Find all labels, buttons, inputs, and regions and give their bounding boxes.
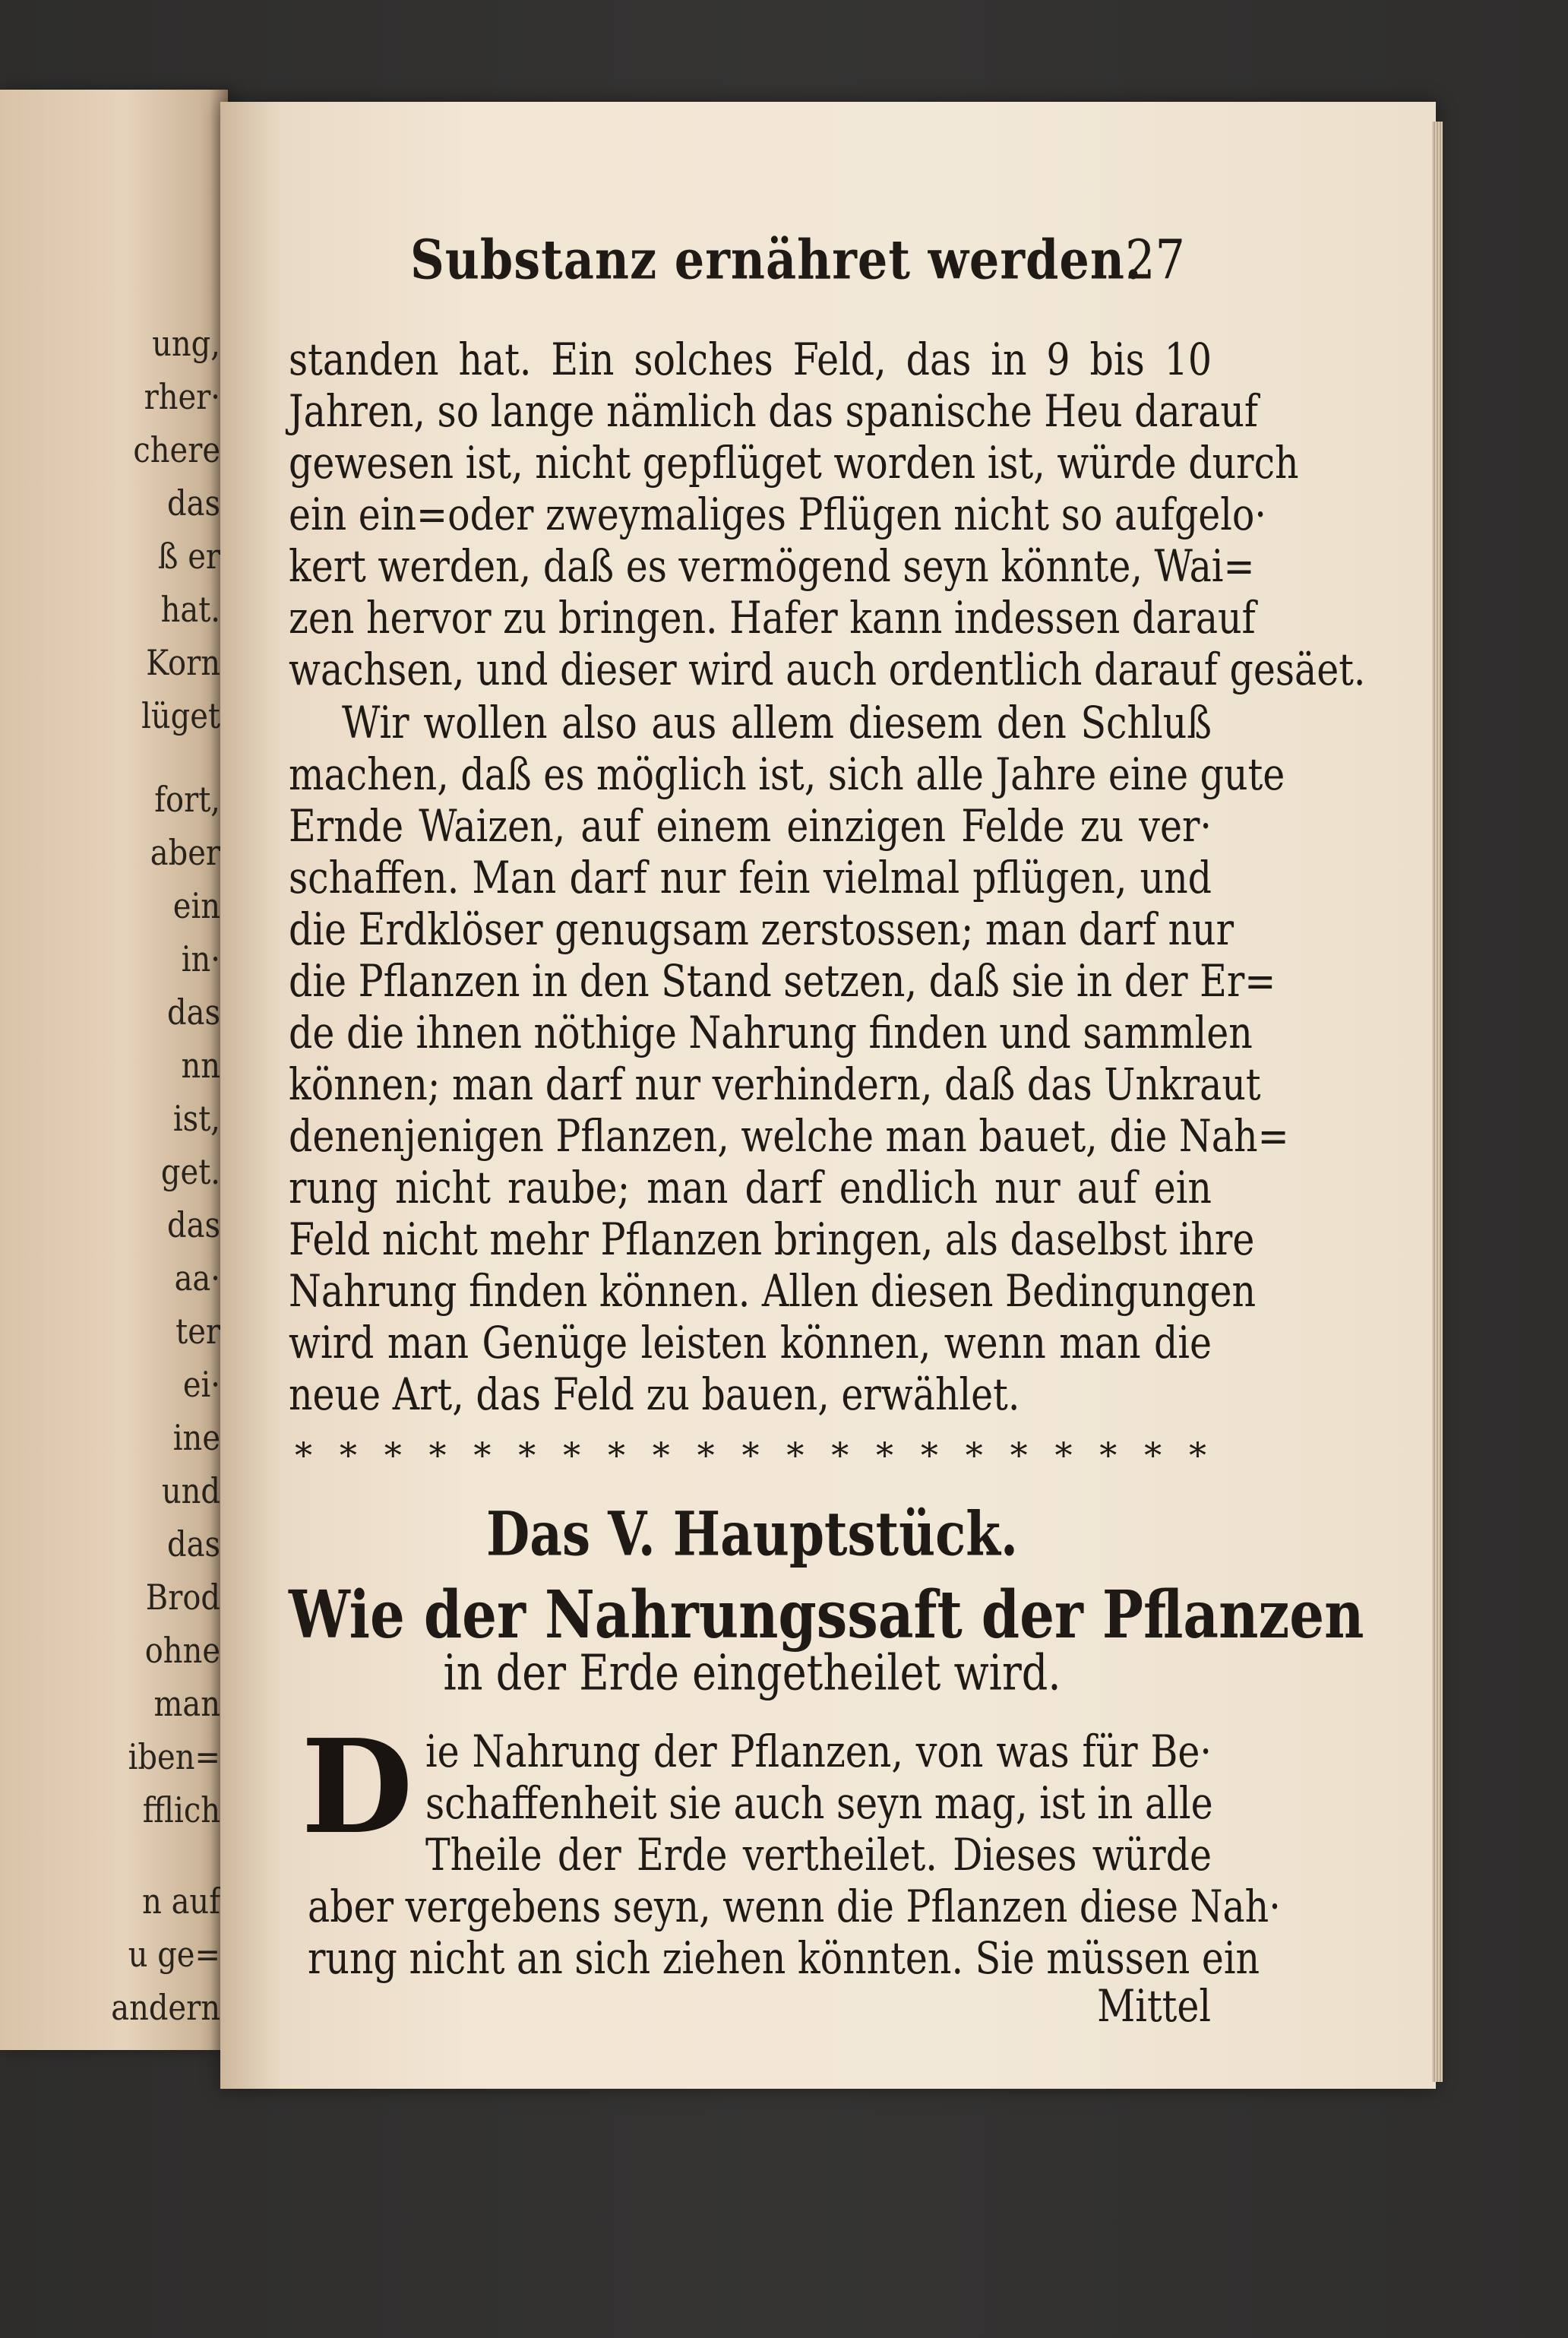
facing-page-fragment: und xyxy=(161,1471,220,1512)
text-line: die Erdklöser genugsam zerstossen; man darf nur xyxy=(289,903,1234,956)
page-edges xyxy=(1432,122,1443,2082)
page-number: 27 xyxy=(1125,228,1185,292)
facing-page-fragment: das xyxy=(167,992,220,1033)
facing-page-fragment: ß er xyxy=(157,536,220,577)
text-line: standen hat. Ein solches Feld, das in 9 bis 10 xyxy=(289,334,1212,386)
facing-page-fragment: andern xyxy=(111,1988,220,2029)
text-line: Jahren, so lange nämlich das spanische Heu darauf xyxy=(289,385,1259,438)
facing-page-fragment: lüget xyxy=(141,696,220,737)
paragraph-2 xyxy=(289,697,1289,1421)
facing-page-fragment: ine xyxy=(172,1418,220,1459)
facing-page-fragment: ohne xyxy=(144,1631,220,1672)
text-line: Theile der Erde vertheilet. Dieses würde xyxy=(425,1829,1212,1881)
facing-page-fragment: in· xyxy=(181,939,220,980)
facing-page-fragment: ung, xyxy=(152,324,220,365)
facing-page-fragment: man xyxy=(153,1684,220,1725)
text-line: wird man Genüge leisten können, wenn man die xyxy=(289,1317,1212,1369)
drop-cap: D xyxy=(301,1711,413,1863)
facing-page-fragment: ein xyxy=(172,886,220,927)
facing-page-fragment: aber xyxy=(150,833,220,874)
text-line: machen, daß es möglich ist, sich alle Jahre eine gute xyxy=(289,748,1285,801)
text-line: Wir wollen also aus allem diesem den Schluß xyxy=(342,697,1212,749)
text-line: denenjenigen Pflanzen, welche man bauet, die Nah= xyxy=(289,1110,1289,1163)
facing-page-fragment: ei· xyxy=(182,1365,220,1406)
text-line: wachsen, und dieser wird auch ordentlich darauf gesäet. xyxy=(289,644,1366,696)
facing-page-fragment: get. xyxy=(160,1152,220,1193)
chapter-number: Das V. Hauptstück. xyxy=(485,1498,1019,1570)
text-line: de die ihnen nöthige Nahrung finden und sammlen xyxy=(289,1007,1253,1059)
facing-page-fragment: rher· xyxy=(144,377,220,418)
paragraph-1 xyxy=(289,334,1366,696)
facing-page-fragment: aa· xyxy=(174,1258,220,1299)
text-line: Nahrung finden können. Allen diesen Bedingungen xyxy=(289,1265,1257,1318)
facing-page-fragment: ist, xyxy=(172,1099,220,1140)
text-line: Feld nicht mehr Pflanzen bringen, als daselbst ihre xyxy=(289,1213,1255,1266)
paragraph-3 xyxy=(308,1881,1281,1985)
text-line: schaffenheit sie auch seyn mag, ist in alle xyxy=(425,1777,1213,1830)
text-line: schaffen. Man darf nur fein vielmal pflügen, und xyxy=(289,852,1212,904)
text-line: gewesen ist, nicht gepflüget worden ist, würde durch xyxy=(289,437,1299,489)
chapter-title: Wie der Nahrungssaft der Pflanzen xyxy=(289,1575,1364,1653)
text-line: rung nicht an sich ziehen könnten. Sie müssen ein xyxy=(308,1932,1260,1985)
facing-page-fragment: u ge= xyxy=(128,1935,220,1976)
facing-page-fragment: Korn xyxy=(146,643,220,684)
facing-page-fragment: das xyxy=(167,1524,220,1565)
facing-page-fragment: chere xyxy=(133,430,220,471)
ornamental-separator: * * * * * * * * * * * * * * * * * * * * * xyxy=(295,1435,1206,1476)
text-line: die Pflanzen in den Stand setzen, daß sie in der Er= xyxy=(289,955,1276,1008)
facing-page-fragment: n auf xyxy=(142,1881,220,1922)
facing-page-fragment: das xyxy=(167,1205,220,1246)
facing-page-fragment: das xyxy=(167,483,220,524)
text-line: können; man darf nur verhindern, daß das Unkraut xyxy=(289,1058,1261,1111)
facing-page-fragment: hat. xyxy=(160,590,220,631)
paragraph-3-beside-dropcap xyxy=(425,1726,1212,1881)
header-title: Substanz ernähret werden. xyxy=(410,228,1143,292)
facing-page-fragment: nn xyxy=(181,1046,220,1087)
facing-page-fragment: fflich xyxy=(142,1790,220,1831)
facing-page-fragment: iben= xyxy=(128,1737,220,1778)
catchword: Mittel xyxy=(1097,1980,1211,2033)
text-line: rung nicht raube; man darf endlich nur auf ein xyxy=(289,1162,1212,1214)
text-line: aber vergebens seyn, wenn die Pflanzen diese Nah· xyxy=(308,1881,1281,1933)
facing-page-fragment: fort, xyxy=(154,780,220,821)
text-line: ie Nahrung der Pflanzen, von was für Be· xyxy=(425,1726,1212,1778)
running-header xyxy=(410,228,1185,296)
text-line: Ernde Waizen, auf einem einzigen Felde zu ver· xyxy=(289,800,1212,853)
facing-page-fragment: ter xyxy=(175,1311,220,1352)
chapter-subtitle: in der Erde eingetheilet wird. xyxy=(443,1644,1061,1702)
facing-page-fragment: Brod xyxy=(145,1577,220,1618)
text-line: neue Art, das Feld zu bauen, erwählet. xyxy=(289,1368,1020,1421)
text-line: ein ein=oder zweymaliges Pflügen nicht so aufgelo· xyxy=(289,489,1266,541)
text-line: zen hervor zu bringen. Hafer kann indessen darauf xyxy=(289,592,1256,644)
text-line: kert werden, daß es vermögend seyn könnte, Wai= xyxy=(289,540,1255,593)
